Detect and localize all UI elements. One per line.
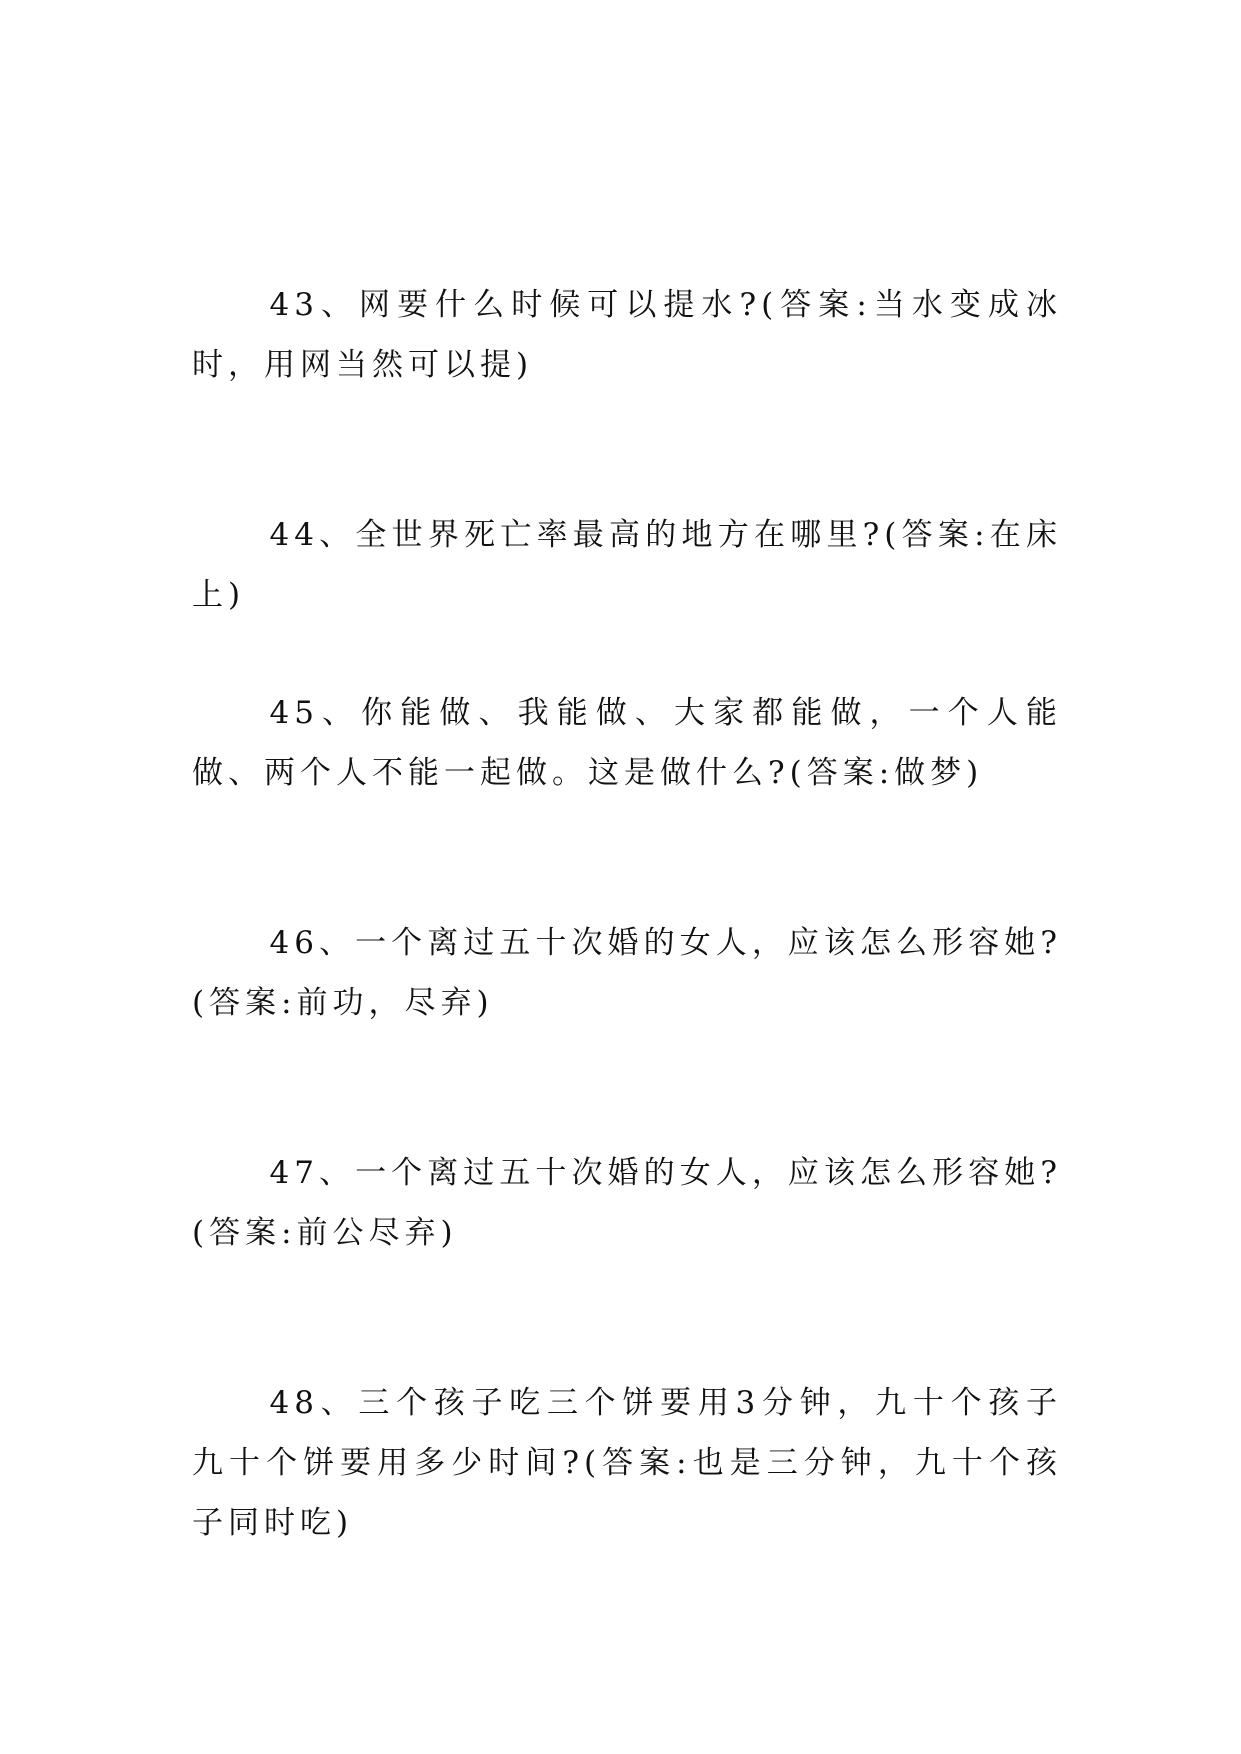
- riddle-43: 43、网要什么时候可以提水?(答案:当水变成冰时，用网当然可以提): [192, 287, 1062, 383]
- riddle-44: 44、全世界死亡率最高的地方在哪里?(答案:在床上): [192, 517, 1062, 613]
- riddle-48: 48、三个孩子吃三个饼要用3分钟，九十个孩子九十个饼要用多少时间?(答案:也是三分钟，九十个孩子同时吃): [192, 1385, 1062, 1541]
- riddle-47: 47、一个离过五十次婚的女人，应该怎么形容她?(答案:前公尽弃): [192, 1155, 1062, 1251]
- riddle-45: 45、你能做、我能做、大家都能做，一个人能做、两个人不能一起做。这是做什么?(答案:做梦): [192, 695, 1062, 791]
- riddle-46: 46、一个离过五十次婚的女人，应该怎么形容她?(答案:前功，尽弃): [192, 925, 1062, 1021]
